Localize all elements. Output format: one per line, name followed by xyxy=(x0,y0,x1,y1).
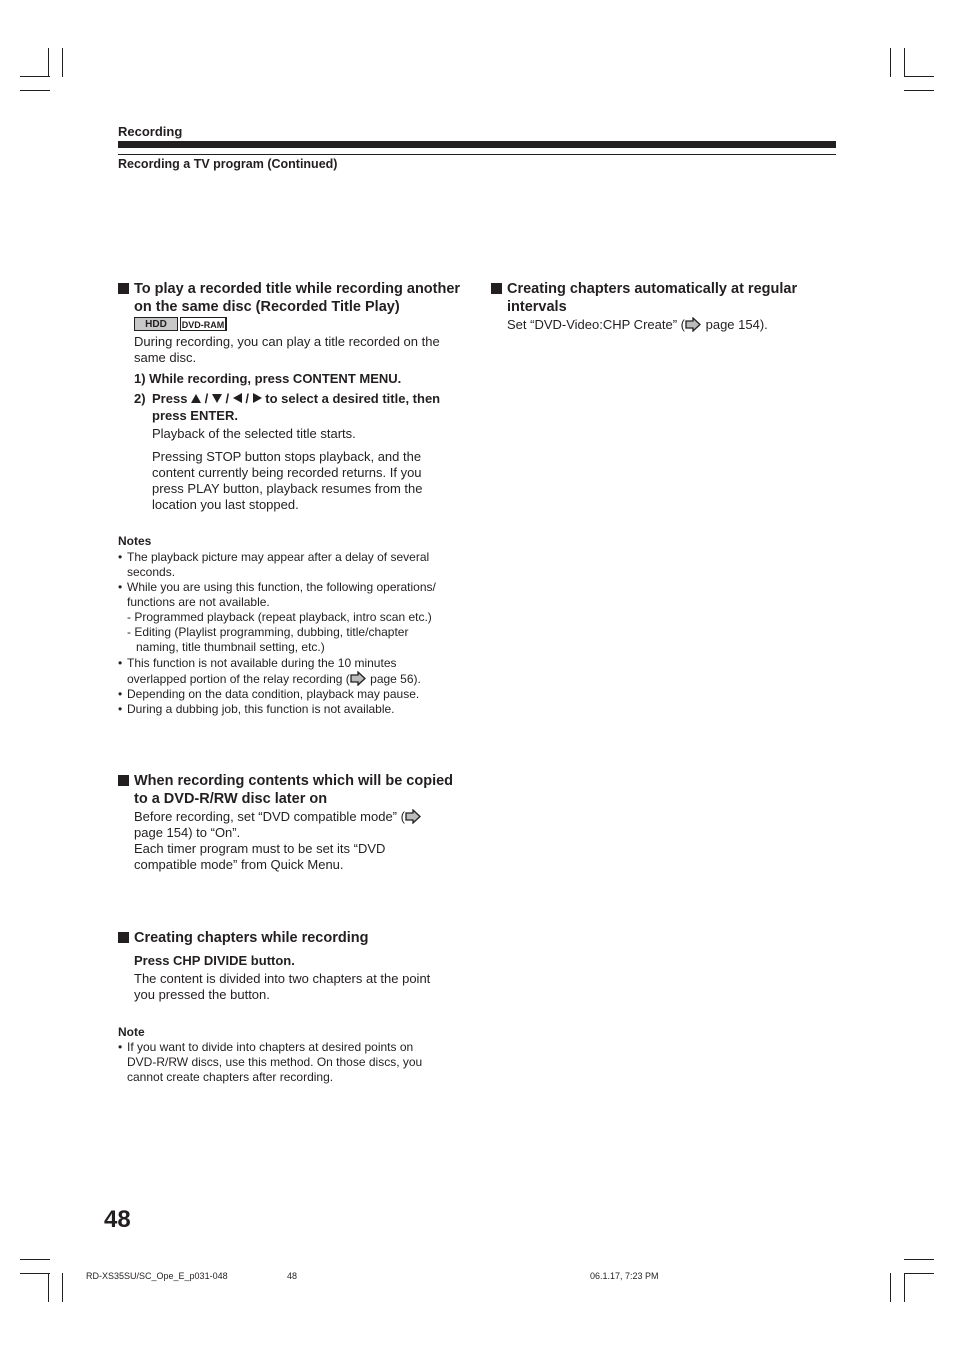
footer-timestamp: 06.1.17, 7:23 PM xyxy=(590,1271,659,1281)
page-subtitle: Recording a TV program (Continued) xyxy=(118,157,338,171)
bullet: • xyxy=(118,1040,123,1054)
down-arrow-icon xyxy=(212,394,222,403)
left-arrow-icon xyxy=(233,393,242,403)
section1-title: To play a recorded title while recording another on the same disc (Recorded Title Play) xyxy=(134,281,461,315)
page-reference-arrow-icon xyxy=(685,317,702,332)
notes-heading: Notes xyxy=(118,534,152,548)
bullet: • xyxy=(118,580,123,594)
bullet: • xyxy=(118,687,123,701)
section2-title: When recording contents which will be copied to a DVD-R/RW disc later on xyxy=(134,773,454,807)
page-number: 48 xyxy=(104,1206,131,1233)
step-2-line2: press ENTER. xyxy=(152,408,238,423)
chp-divide-step: Press CHP DIVIDE button. xyxy=(134,953,295,968)
section3-body: The content is divided into two chapters at the point you pressed the button. xyxy=(134,971,431,1002)
dvd-ram-badge: DVD-RAM xyxy=(180,317,227,331)
section-square-icon xyxy=(118,775,129,786)
header-rule-thin xyxy=(118,154,836,155)
step-2: Press / / / to select a desired title, then xyxy=(152,391,441,406)
bullet: • xyxy=(118,656,123,670)
bullet: • xyxy=(118,550,123,564)
note-1: The playback picture may appear after a delay of several seconds. xyxy=(127,550,430,579)
section-square-icon xyxy=(491,283,502,294)
right-arrow-icon xyxy=(253,393,262,403)
page-reference-arrow-icon xyxy=(405,809,422,824)
bullet: • xyxy=(118,702,123,716)
footer-page: 48 xyxy=(287,1271,298,1281)
section2-body: Before recording, set “DVD compatible mode” ( page 154) to “On”. Each timer program must to be set its “DVD compatible mode” from Quick Menu. xyxy=(134,809,422,873)
step-2-result: Playback of the selected title starts. xyxy=(152,426,356,441)
section4-title: Creating chapters automatically at regular intervals xyxy=(507,281,798,315)
section-square-icon xyxy=(118,283,129,294)
note-5: During a dubbing job, this function is not available. xyxy=(127,702,395,716)
note-4: Depending on the data condition, playback may pause. xyxy=(127,687,420,701)
step-2-number: 2) xyxy=(134,391,146,406)
section-title: Recording xyxy=(118,124,183,139)
section3-title: Creating chapters while recording xyxy=(134,930,369,946)
note-2: While you are using this function, the following operations/ functions are not available. - Programmed playback (repeat playback, intro scan etc.) - Editing (Playlist programming, dubbing, title/chapter naming, title thumbnail setting, etc.) xyxy=(127,580,436,654)
section1-intro: During recording, you can play a title recorded on the same disc. xyxy=(134,334,440,365)
note-3: This function is not available during the 10 minutes overlapped portion of the relay recording ( page 56). xyxy=(127,656,421,686)
up-arrow-icon xyxy=(191,394,201,403)
hdd-badge: HDD xyxy=(134,317,178,331)
section3-note: If you want to divide into chapters at desired points on DVD-R/RW discs, use this method. On those discs, you cannot create chapters after recording. xyxy=(127,1040,423,1084)
note-heading: Note xyxy=(118,1025,145,1039)
section4-body: Set “DVD-Video:CHP Create” ( page 154). xyxy=(507,317,768,332)
step-1: 1) While recording, press CONTENT MENU. xyxy=(134,371,402,386)
section-square-icon xyxy=(118,932,129,943)
page-reference-arrow-icon xyxy=(350,671,367,686)
stop-play-paragraph: Pressing STOP button stops playback, and the content currently being recorded returns. If you press PLAY button, playback resumes from the location you last stopped. xyxy=(152,449,423,512)
header-rule-thick xyxy=(118,141,836,148)
footer-filename: RD-XS35SU/SC_Ope_E_p031-048 xyxy=(86,1271,228,1281)
